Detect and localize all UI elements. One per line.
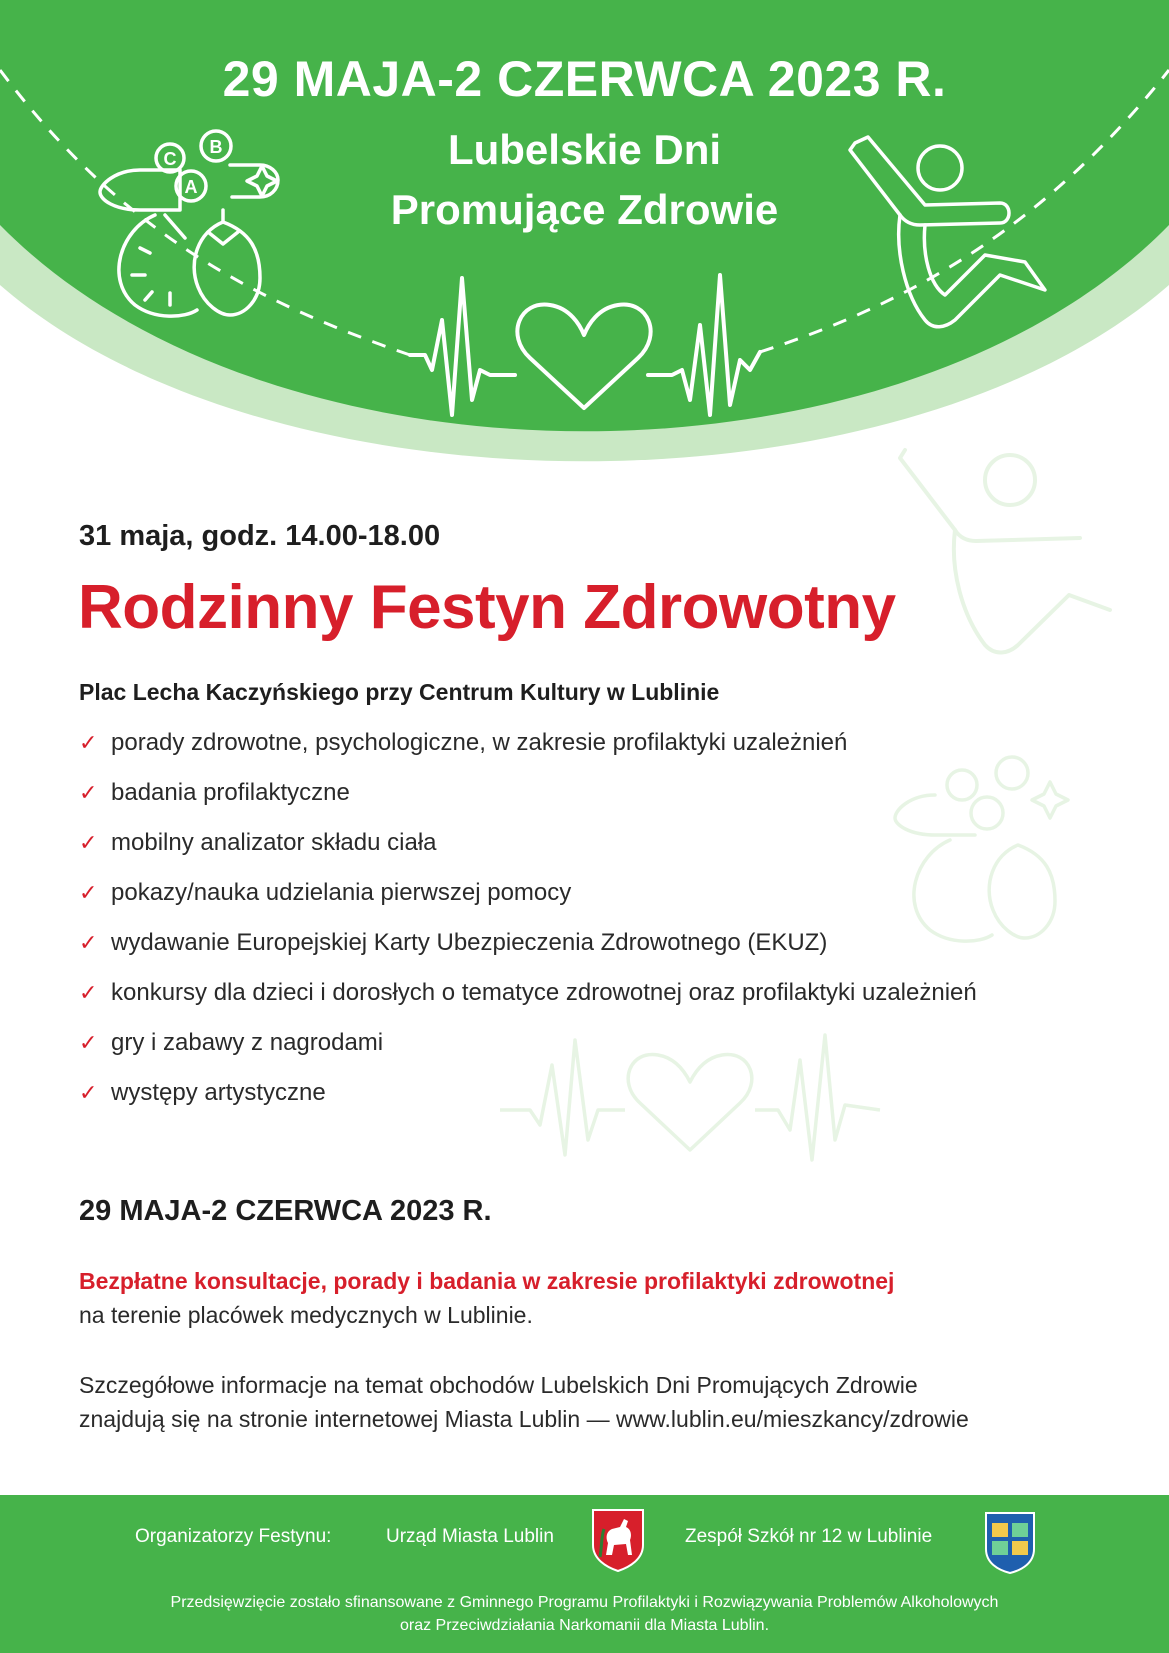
event-title: Rodzinny Festyn Zdrowotny	[78, 573, 896, 642]
check-icon: ✓	[79, 980, 98, 1005]
section2-text: na terenie placówek medycznych w Lublinie.	[79, 1302, 533, 1328]
section2-date: 29 MAJA-2 CZERWCA 2023 R.	[79, 1195, 492, 1227]
lublin-crest-icon	[590, 1507, 646, 1573]
check-icon: ✓	[79, 1030, 98, 1055]
info-line2: znajdują się na stronie internetowej Miasta Lublin — www.lublin.eu/mieszkancy/zdrowie	[79, 1406, 969, 1432]
info-text	[79, 1368, 969, 1436]
list-item	[79, 1068, 977, 1118]
header-title	[0, 120, 1169, 240]
list-item	[79, 1018, 977, 1068]
check-icon: ✓	[79, 930, 98, 955]
info-line1: Szczegółowe informacje na temat obchodów Lubelskich Dni Promujących Zdrowie	[79, 1372, 918, 1398]
list-item	[79, 768, 977, 818]
organizer-city-office: Urząd Miasta Lublin	[386, 1526, 554, 1547]
financing-line2: oraz Przeciwdziałania Narkomanii dla Miasta Lublin.	[399, 1617, 770, 1634]
vitamin-letter: C	[163, 149, 177, 169]
organizer-school: Zespół Szkół nr 12 w Lublinie	[685, 1526, 933, 1547]
header-date: 29 MAJA-2 CZERWCA 2023 R.	[222, 51, 947, 107]
list-item	[79, 868, 977, 918]
check-icon: ✓	[79, 780, 98, 805]
event-place: Plac Lecha Kaczyńskiego przy Centrum Kultury w Lublinie	[79, 679, 720, 705]
list-item-text: badania profilaktyczne	[111, 779, 350, 806]
section2-highlight: Bezpłatne konsultacje, porady i badania w zakresie profilaktyki zdrowotnej	[79, 1268, 895, 1294]
event-date-time: 31 maja, godz. 14.00-18.00	[79, 520, 441, 552]
header-title-line2: Promujące Zdrowie	[390, 186, 779, 233]
footer	[0, 1495, 1169, 1653]
list-item-text: mobilny analizator składu ciała	[111, 829, 437, 856]
list-item-text: pokazy/nauka udzielania pierwszej pomocy	[111, 879, 572, 906]
vitamin-letter: A	[184, 177, 198, 197]
check-icon: ✓	[79, 1080, 98, 1105]
financing-line1: Przedsięwzięcie zostało sfinansowane z Gminnego Programu Profilaktyki i Rozwiązywania Problemów Alkoholowych	[170, 1594, 999, 1611]
list-item-text: występy artystyczne	[111, 1079, 326, 1106]
list-item-text: konkursy dla dzieci i dorosłych o tematyce zdrowotnej oraz profilaktyki uzależnień	[111, 979, 977, 1006]
check-icon: ✓	[79, 880, 98, 905]
check-icon: ✓	[79, 830, 98, 855]
watermark-person-icon	[900, 450, 1110, 653]
check-icon: ✓	[79, 730, 98, 755]
organizers-label: Organizatorzy Festynu:	[135, 1526, 332, 1547]
list-item	[79, 968, 977, 1018]
list-item	[79, 718, 977, 768]
list-item	[79, 918, 977, 968]
list-item-text: gry i zabawy z nagrodami	[111, 1029, 384, 1056]
header-title-line1: Lubelskie Dni	[447, 126, 722, 173]
list-item-text: wydawanie Europejskiej Karty Ubezpieczenia Zdrowotnego (EKUZ)	[111, 929, 828, 956]
vitamin-letter: B	[209, 137, 223, 157]
school-logo-icon	[982, 1509, 1038, 1575]
financing-note	[0, 1591, 1169, 1637]
list-item	[79, 818, 977, 868]
event-program-list	[79, 718, 977, 1118]
list-item-text: porady zdrowotne, psychologiczne, w zakresie profilaktyki uzależnień	[111, 729, 848, 756]
